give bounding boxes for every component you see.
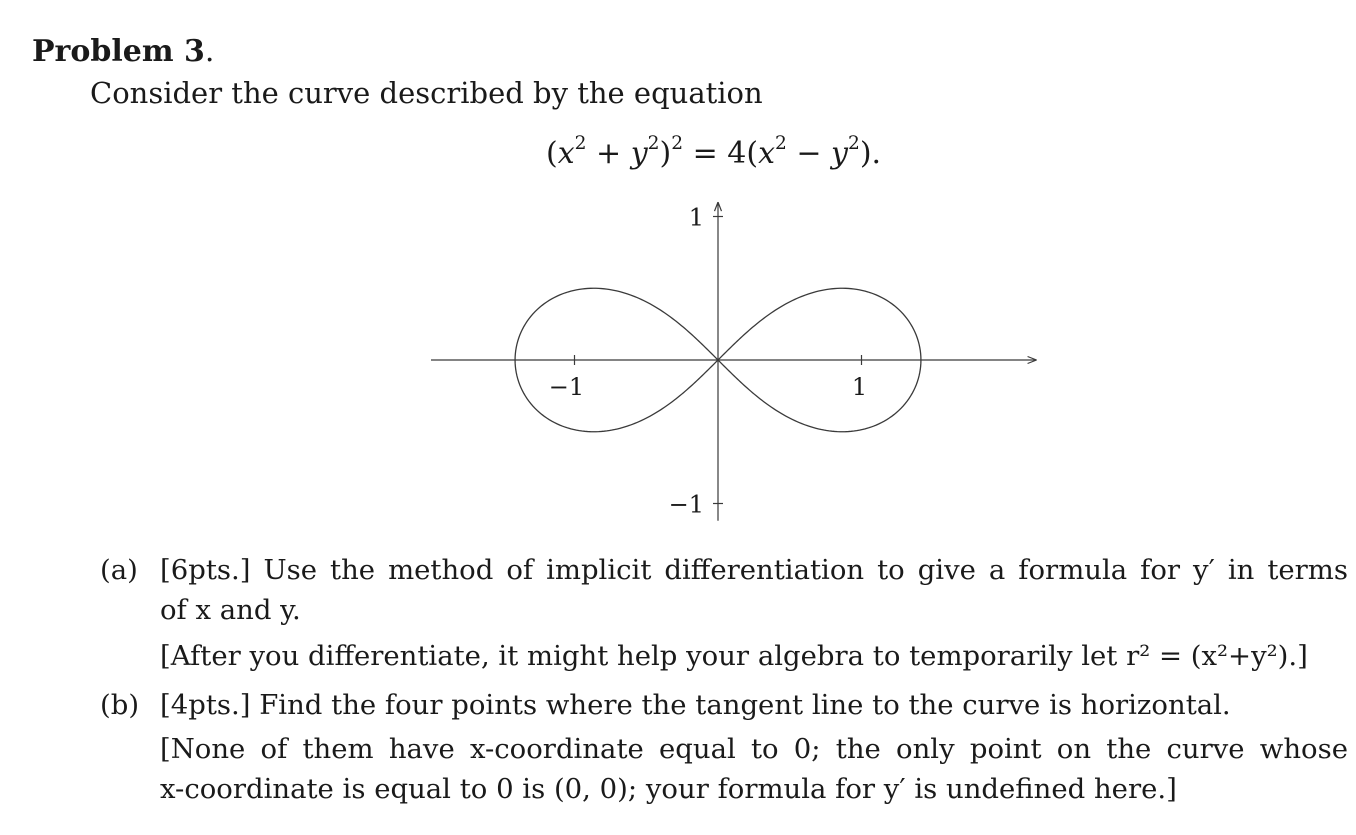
y-tick-label: 1: [688, 203, 704, 232]
problem-title-period: .: [204, 34, 215, 69]
part-b-text: [160, 685, 1348, 809]
y-tick-label: −1: [668, 490, 704, 519]
problem-title: [32, 34, 214, 69]
part-a-hint: [After you differentiate, it might help your algebra to temporarily let r² = (x²+y²).]: [160, 640, 1308, 672]
part-a-line-1: [6pts.] Use the method of implicit differentiation to give a formula for y′ in terms: [160, 554, 1348, 586]
part-b-label: (b): [100, 689, 140, 721]
part-a-text: [160, 550, 1348, 676]
part-a-line-2: of x and y.: [160, 594, 301, 626]
part-b-hint-2: x-coordinate is equal to 0 is (0, 0); your formula for y′ is undefined here.]: [160, 773, 1177, 805]
problem-title-text: Problem 3: [32, 34, 205, 69]
curve-equation: $(x^2 + y^2)^2 = 4(x^2 - y^2)$.: [546, 133, 882, 171]
x-tick-label: −1: [548, 373, 585, 401]
part-a-label: (a): [100, 554, 138, 586]
x-tick-label: 1: [851, 373, 868, 401]
problem-intro: Consider the curve described by the equation: [90, 76, 763, 110]
lemniscate-graph: [390, 195, 1050, 530]
part-b-line-1: [4pts.] Find the four points where the tangent line to the curve is horizontal.: [160, 689, 1231, 721]
part-b-hint-1: [None of them have x-coordinate equal to 0; the only point on the curve whose: [160, 733, 1348, 765]
